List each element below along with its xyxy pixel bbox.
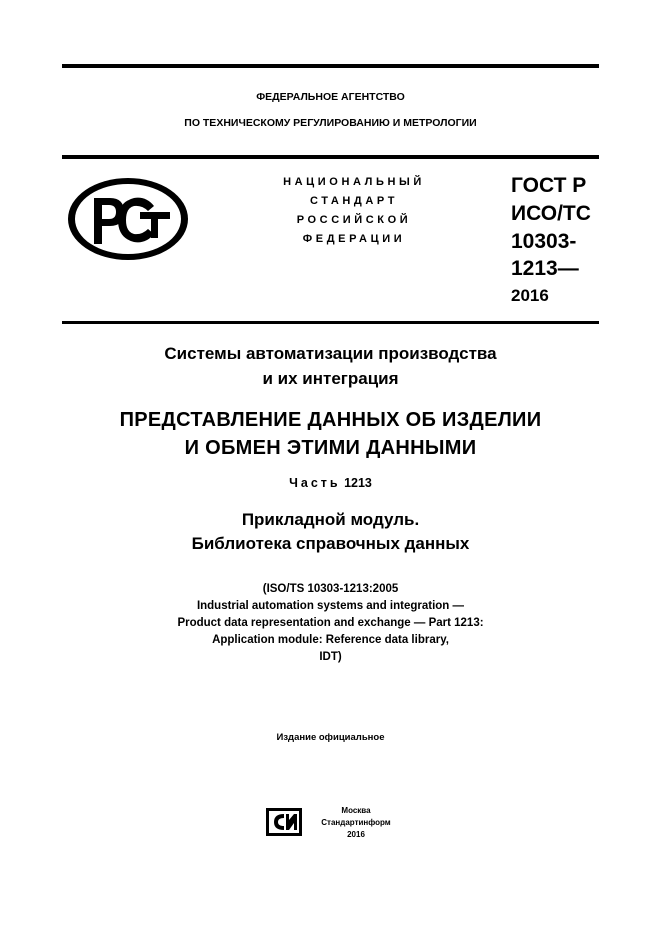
publisher-city: Москва	[341, 806, 371, 815]
standard-type-line-4: ФЕДЕРАЦИИ	[302, 233, 406, 245]
module-title-line-1: Прикладной модуль.	[241, 510, 420, 529]
edition-label: Издание официальное	[276, 732, 385, 743]
publisher-name: Стандартинформ	[321, 818, 391, 827]
top-rule	[62, 64, 599, 68]
series-title-line-2: и их интеграция	[262, 369, 399, 388]
gost-r-logo-icon	[66, 176, 190, 262]
designation-line-1: ГОСТ Р	[511, 174, 587, 197]
standard-type-line-3: РОССИЙСКОЙ	[296, 214, 412, 226]
part-number: 1213	[344, 476, 372, 490]
iso-reference-line-4: Application module: Reference data library,	[212, 634, 449, 646]
designation-year: 2016	[511, 286, 549, 305]
iso-reference-line-2: Industrial automation systems and integration —	[196, 600, 465, 612]
module-title-line-2: Библиотека справочных данных	[191, 534, 470, 553]
agency-line-1: ФЕДЕРАЛЬНОЕ АГЕНТСТВО	[256, 91, 405, 103]
middle-rule	[62, 155, 599, 159]
standard-type-line-2: СТАНДАРТ	[309, 195, 399, 207]
iso-reference-line-5: IDT)	[319, 651, 342, 663]
designation-line-4: 1213—	[511, 257, 579, 280]
standard-type-line-1: НАЦИОНАЛЬНЫЙ	[283, 176, 425, 188]
part-label	[0, 476, 661, 490]
series-title-line-1: Системы автоматизации производства	[164, 344, 497, 363]
agency-line-2: ПО ТЕХНИЧЕСКОМУ РЕГУЛИРОВАНИЮ И МЕТРОЛОГИИ	[184, 117, 477, 129]
iso-reference-line-1: (ISO/TS 10303-1213:2005	[262, 583, 399, 595]
standartinform-logo-icon	[266, 808, 302, 836]
publisher-year: 2016	[347, 830, 365, 839]
main-title-line-1: ПРЕДСТАВЛЕНИЕ ДАННЫХ ОБ ИЗДЕЛИИ	[119, 409, 542, 431]
designation-line-3: 10303-	[511, 230, 577, 253]
part-word: Часть	[289, 476, 341, 490]
main-title-line-2: И ОБМЕН ЭТИМИ ДАННЫМИ	[184, 437, 477, 459]
iso-reference-line-3: Product data representation and exchange — Part 1213:	[177, 617, 484, 629]
bottom-rule	[62, 321, 599, 324]
designation-line-2: ИСО/ТС	[511, 202, 591, 225]
